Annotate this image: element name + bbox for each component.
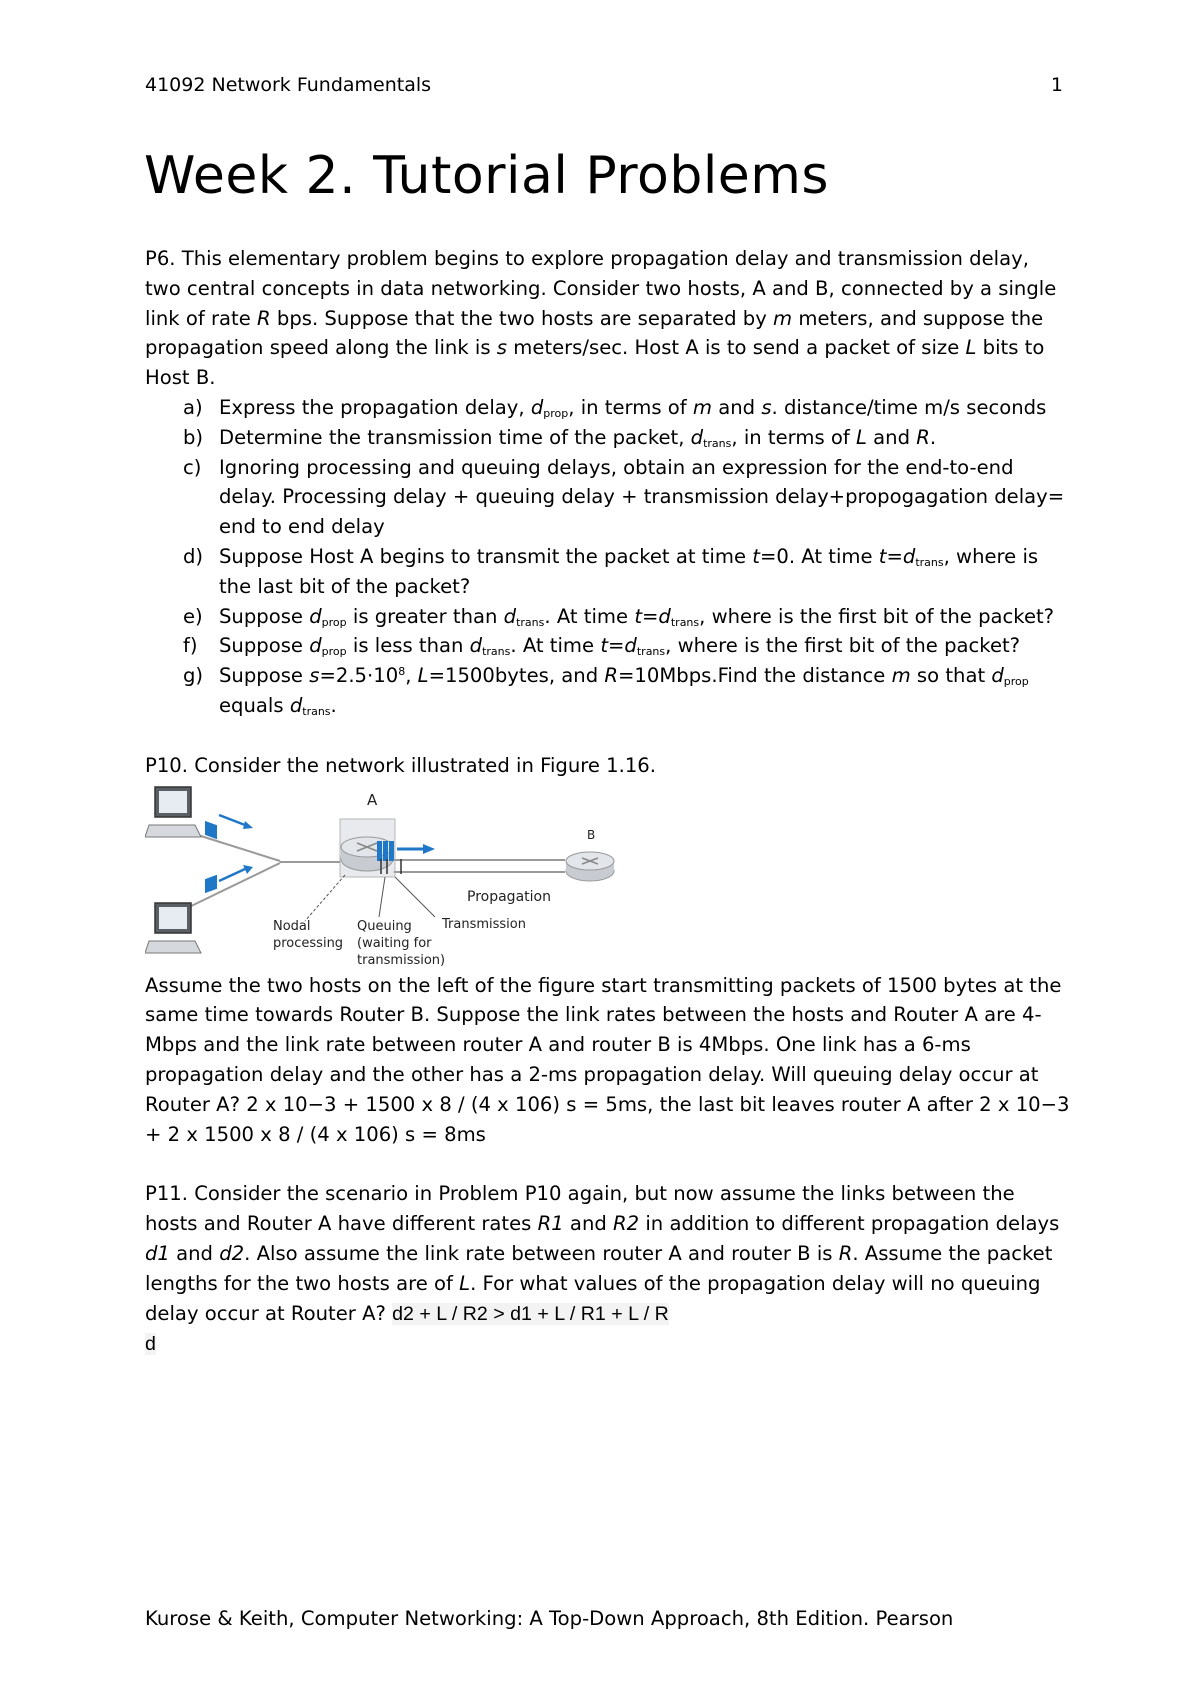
computer-icon bbox=[145, 787, 201, 837]
spacer bbox=[145, 1149, 1070, 1179]
page-footer: Kurose & Keith, Computer Networking: A Top-Down Approach, 8th Edition. Pearson bbox=[145, 1607, 954, 1630]
course-title: 41092 Network Fundamentals bbox=[145, 74, 432, 96]
router-b-label: B bbox=[587, 827, 596, 842]
queue-packets-icon bbox=[377, 841, 435, 861]
packet-arrow-icon bbox=[205, 815, 253, 839]
network-diagram bbox=[145, 781, 645, 971]
queuing-label: Queuing bbox=[357, 918, 412, 934]
list-item: e) Suppose $d_{prop}$ is greater than $d_{trans}$. At time $t=d_{trans}$, where is the first bit of the packet? bbox=[183, 604, 1055, 629]
transmission-label: Transmission bbox=[442, 916, 526, 932]
page-title: Week 2. Tutorial Problems bbox=[144, 146, 830, 206]
p10-heading: P10. Consider the network illustrated in Figure 1.16. bbox=[145, 753, 657, 777]
p11-answer-line2: d bbox=[145, 1333, 156, 1356]
p6-intro: P6. This elementary problem begins to explore propagation delay and transmission delay, two central concepts in data networking. Consider two hosts, A and B, connected by a single link of rate R bps. Suppose that the two hosts are separated by m meters, and suppose the propagation speed along the link is s meters/sec. Host A is to send a packet of size L bits to Host B. bbox=[145, 247, 1057, 390]
queuing-label-3: transmission) bbox=[357, 952, 446, 968]
p10-text: Assume the two hosts on the left of the figure start transmitting packets of 1500 bytes at the same time towards Router B. Suppose the link rates between the hosts and Router A are 4-Mbps and the link rate between router A and router B is 4Mbps. One link has a 6-ms propagation delay and the other has a 2-ms propagation delay. Will queuing delay occur at Router A? 2 x 10−3 + 1500 x 8 / (4 x 106) s = 5ms, the last bit leaves router A after 2 x 10−3 + 2 x 1500 x 8 / (4 x 106) s = 8ms bbox=[145, 973, 1070, 1146]
list-item: d) Suppose Host A begins to transmit the packet at time t=0. At time $t=d_{trans}$, where is the last bit of the packet? bbox=[183, 544, 1039, 598]
propagation-label: Propagation bbox=[467, 888, 551, 905]
list-item: a) Express the propagation delay, $d_{prop}$, in terms of m and s. distance/time m/s seconds bbox=[183, 395, 1047, 420]
list-item: f) Suppose $d_{prop}$ is less than $d_{trans}$. At time $t=d_{trans}$, where is the first bit of the packet? bbox=[183, 634, 1021, 659]
spacer bbox=[145, 721, 1070, 751]
processing-label: processing bbox=[273, 935, 344, 951]
computer-icon bbox=[145, 903, 201, 953]
p11-text: P11. Consider the scenario in Problem P10 again, but now assume the links between the hosts and Router A have different rates R1 and R2 in addition to different propagation delays d1 and d2. Also assume the link rate between router A and router B is R. Assume the packet lengths for the two hosts are of L. For what values of the propagation delay will no queuing delay occur at Router A? d2 + L / R2 > d1 + L / R1 + L / R d bbox=[145, 1182, 1060, 1356]
page-header bbox=[145, 74, 1063, 96]
host2-link bbox=[185, 863, 280, 909]
p11-answer: d2 + L / R2 > d1 + L / R1 + L / R bbox=[392, 1302, 669, 1325]
list-item: c) Ignoring processing and queuing delays, obtain an expression for the end-to-end delay. Processing delay + queuing delay + transmission delay+propogagation delay= end to end delay bbox=[183, 455, 1065, 539]
page-number: 1 bbox=[1050, 74, 1063, 96]
nodal-label: Nodal bbox=[273, 918, 311, 934]
list-item: g) Suppose $s=2.5\cdot 10^8$, L=1500bytes, and R=10Mbps.Find the distance m so that $d_{prop}$ equals $d_{trans}$. bbox=[183, 664, 1029, 718]
router-b-icon bbox=[566, 852, 614, 881]
queuing-label-2: (waiting for bbox=[357, 935, 432, 951]
p6-subquestions bbox=[145, 393, 1070, 721]
document-body bbox=[145, 244, 1070, 1360]
list-item: b) Determine the transmission time of the packet, $d_{trans}$, in terms of L and R. bbox=[183, 425, 937, 450]
network-figure bbox=[145, 781, 645, 971]
router-a-label: A bbox=[367, 790, 378, 809]
